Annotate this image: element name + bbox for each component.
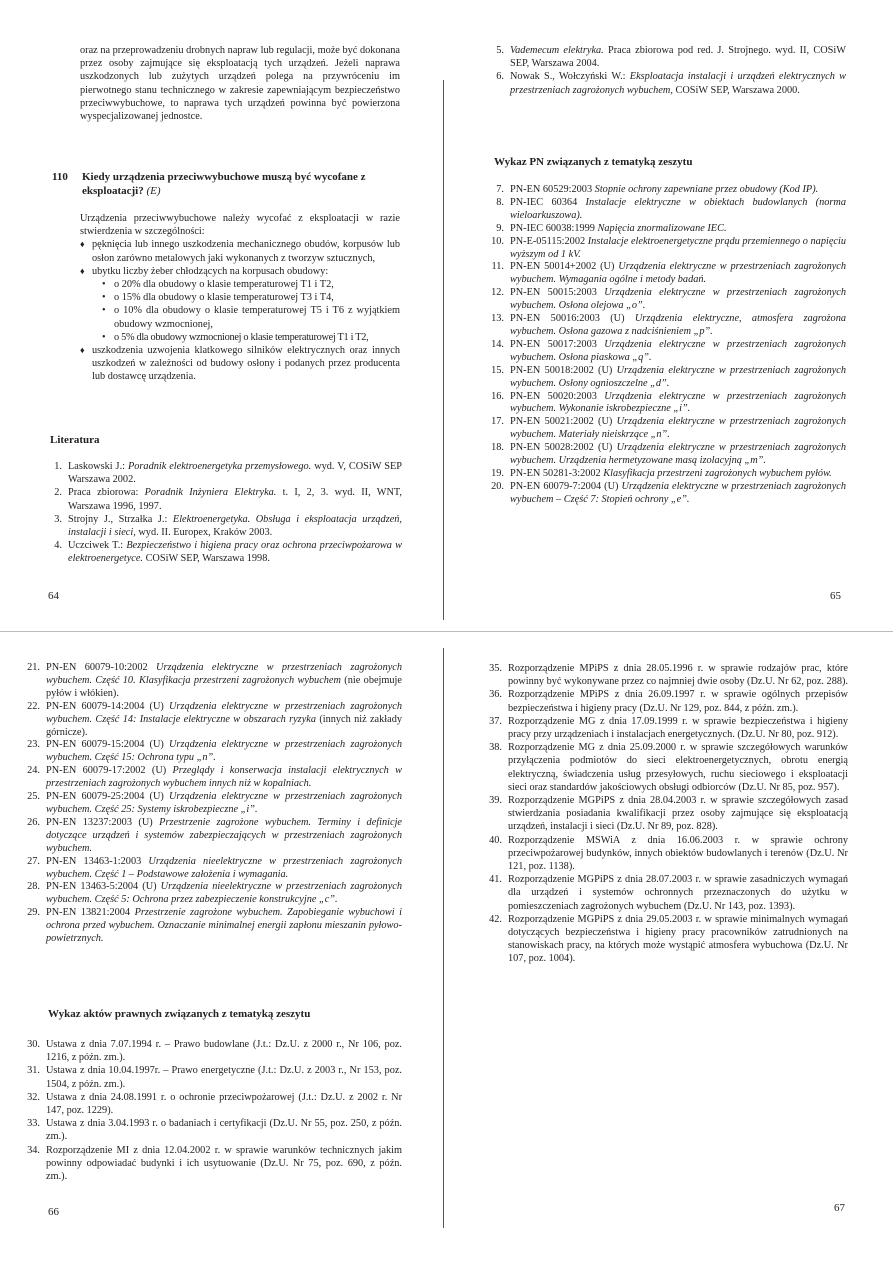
standard-title: Przestrzenie zagrożone wybuchem. Zapobieganie wybuchowi i ochrona przed wybuchem. Oznaczanie minimalnej energii zapłonu mieszanin pyłowo-powietrznych.: [46, 907, 403, 945]
ref-author: Laskowski J.:: [68, 461, 126, 472]
ref-body: [510, 223, 846, 236]
standard-item: [484, 442, 846, 468]
standard-code: PN-EN 50015:2003: [510, 287, 597, 299]
standard-title: Urządzenia elektryczne w przestrzeniach zagrożonych wybuchem. Część 25: Systemy iskrobezpieczne „i”.: [46, 791, 402, 815]
ref-number: 13.: [491, 313, 504, 325]
condition-item: ♦ uszkodzenia uzwojenia klatkowego silników elektrycznych oraz innych uszkodzeń w zależności od budowy osłony i podanych przez producenta lub dostawcę urządzenia.: [80, 344, 400, 384]
ref-body: [68, 513, 402, 539]
ref-body: [68, 539, 402, 565]
standard-code: PN-EN 50021:2002 (U): [510, 416, 613, 428]
intro-text: oraz na przeprowadzeniu drobnych napraw lub regulacji, może być dokonana przez osoby zajmujące się eksploatacją tych urządzeń. Jeżeli naprawa uszkodzonych lub zużytych urządzeń polega na przywróceniu im pierwotnego stanu technicznego w zakresie zapewniającym bezpieczeństwo przeciwwybuchowe, to naprawa tych urządzeń powinna być powierzona wyspecjalizowanej jednostce.: [80, 45, 400, 123]
ref-body: [510, 44, 846, 70]
page-64: [0, 0, 446, 631]
act-text: Rozporządzenie MGPiPS z dnia 29.05.2003 r. w sprawie minimalnych wymagań dotyczących bezpieczeństwa i higieny pracy pracowników zatrudnionych na stanowiskach pracy, na których może wystąpić atmosfera wybuchowa (Dz.U. Nr 107, poz. 1004).: [508, 913, 848, 965]
question-marker: (E): [146, 185, 161, 197]
ref-title: Bezpieczeństwo i higiena pracy oraz ochrona przeciwpożarowa w elektroenergetyce.: [68, 540, 403, 565]
standard-code: PN-EN 60079-15:2004 (U): [46, 739, 164, 751]
act-item: [20, 1144, 402, 1184]
standard-code: PN-IEC 60038:1999: [510, 222, 595, 234]
literature-item: [42, 539, 402, 565]
standard-code: PN-EN 60529:2003: [510, 184, 593, 195]
gutter-divider-bottom: [443, 648, 444, 1228]
act-text: Rozporządzenie MPiPS z dnia 26.09.1997 r. w sprawie ogólnych przepisów bezpieczeństwa i higieny pracy (Dz.U. Nr 129, poz. 844, z późn. zm.).: [508, 689, 848, 714]
ref-body: [510, 481, 846, 507]
act-text: Ustawa z dnia 3.04.1993 r. o badaniach i certyfikacji (Dz.U. Nr 55, poz. 250, z późn. zm.).: [46, 1118, 402, 1143]
ref-number: 25.: [27, 791, 40, 803]
standard-item: [484, 184, 846, 197]
ref-number: 14.: [491, 338, 504, 350]
standard-item: [484, 365, 846, 391]
ref-number: 4.: [54, 540, 62, 552]
literature-item: [42, 513, 402, 539]
standard-title: Urządzenia nieelektryczne w przestrzeniach zagrożonych wybuchem. Część 5: Ochrona przez zabezpieczenie konstrukcyjne „c”.: [46, 881, 402, 906]
standard-code: PN-EN 50017:2003: [510, 338, 597, 350]
ref-body: [510, 261, 846, 287]
acts-list-cont: [482, 662, 848, 966]
standard-item: [484, 313, 846, 339]
ref-number: 5.: [496, 45, 504, 56]
standard-item: [484, 197, 846, 223]
ref-author: Praca zbiorowa:: [68, 487, 139, 499]
page-67: [446, 632, 893, 1263]
act-item: [482, 741, 848, 794]
ref-body: [510, 391, 846, 417]
ref-number: 38.: [489, 742, 502, 754]
ref-number: 37.: [489, 715, 502, 727]
standard-title: Urządzenia elektryczne w przestrzeniach zagrożonych wybuchem – Część 7: Stopień ochrony „e”.: [510, 480, 846, 505]
standard-rest: (innych niż zakłady górnicze).: [46, 713, 402, 738]
answer-body: [80, 212, 400, 384]
standard-item: [20, 739, 402, 765]
ref-number: 32.: [27, 1091, 40, 1103]
standard-item: [484, 223, 846, 236]
rib-loss-list: [92, 278, 400, 344]
literature-list: [42, 460, 402, 566]
standard-code: PN-EN 50016:2003 (U): [510, 313, 625, 325]
conditions-list: [80, 238, 400, 383]
act-item: [20, 1117, 402, 1143]
act-text: Rozporządzenie MG z dnia 25.09.2000 r. w sprawie szczegółowych warunków przyłączenia podmiotów do sieci elektroenergetycznych, obrotu energią elektryczną, świadczenia usług przesyłowych, ruchu sieciowego i eksploatacji sieci oraz standardów jakościowych obsługi odbiorców (Dz.U. Nr 85, poz. 957).: [508, 742, 848, 793]
question-title-text: Kiedy urządzenia przeciwwybuchowe muszą być wycofane z eksploatacji?: [82, 171, 366, 197]
ref-body: [510, 416, 846, 442]
act-item: [482, 794, 848, 834]
condition-item: [80, 265, 400, 344]
act-item: [482, 715, 848, 741]
ref-number: 10.: [491, 235, 504, 247]
literature-item: [484, 70, 846, 96]
standard-title: Urządzenia elektryczne w przestrzeniach zagrożonych wybuchem. Część 10. Klasyfikacja przestrzeni zagrożonych wybuchem: [46, 662, 403, 686]
standard-item: [484, 481, 846, 507]
standards-title: Wykaz PN związanych z tematyką zeszytu: [494, 156, 693, 168]
standard-item: [20, 817, 402, 856]
intro-paragraph: [80, 44, 400, 123]
literature-list-cont: [484, 44, 846, 97]
ref-body: [510, 184, 846, 197]
question-110: [52, 170, 402, 198]
act-text: Rozporządzenie MGPiPS z dnia 28.04.2003 r. w sprawie szczegółowych zasad stwierdzania posiadania kwalifikacji przez osoby zajmujące się eksploatacją urządzeń, instalacji i sieci (Dz.U. Nr 89, poz. 828).: [508, 795, 848, 833]
standard-title: Urządzenia elektryczne w przestrzeniach zagrożonych wybuchem. Część 14: Instalacje elektryczne w obszarach ryzyka: [46, 700, 402, 725]
ref-number: 39.: [489, 795, 502, 807]
ref-number: 29.: [27, 907, 40, 919]
act-text: Ustawa z dnia 7.07.1994 r. – Prawo budowlane (J.t.: Dz.U. z 2000 r., Nr 106, poz. 1216, z późn. zm.).: [46, 1039, 402, 1064]
act-item: [20, 1038, 402, 1064]
ref-body: [510, 70, 846, 96]
literature-title: Literatura: [50, 434, 100, 446]
standard-code: PN-EN 13463-5:2004 (U): [46, 881, 157, 893]
ref-number: 3.: [54, 513, 62, 525]
act-item: [482, 688, 848, 714]
standard-item: [484, 391, 846, 417]
standard-code: PN-IEC 60364: [510, 196, 578, 208]
ref-body: [68, 460, 402, 486]
standard-code: PN-EN 60079-14:2004 (U): [46, 700, 164, 712]
ref-number: 12.: [491, 287, 504, 299]
ref-number: 22.: [27, 700, 40, 712]
standards-list: [484, 184, 846, 507]
ref-rest: Praca zbiorowa pod red. J. Strojnego. wyd. II, COSiW SEP, Warszawa 2004.: [510, 45, 846, 70]
ref-number: 17.: [491, 416, 504, 428]
standard-item: [20, 701, 402, 740]
page-number: 65: [830, 590, 841, 602]
standard-title: Instalacje elektroenergetyczne prądu przemiennego o napięciu wyższym od 1 kV.: [510, 235, 846, 260]
page-number: 64: [48, 590, 59, 602]
ref-body: [46, 765, 402, 791]
ref-body: [510, 236, 846, 262]
ref-body: [46, 856, 402, 882]
ref-rest: COSiW SEP, Warszawa 1998.: [145, 553, 270, 565]
question-title: [82, 170, 402, 198]
standard-title: Urządzenia elektryczne w przestrzeniach zagrożonych wybuchem. Osłona piaskowa „q”.: [510, 338, 847, 363]
literature-item: [484, 44, 846, 70]
standard-title: Urządzenia elektryczne w przestrzeniach zagrożonych wybuchem. Część 15: Ochrona typu „n”.: [46, 739, 402, 764]
ref-number: 16.: [491, 390, 504, 402]
ref-title: Poradnik elektroenergetyka przemysłowego.: [127, 461, 312, 472]
ref-number: 40.: [489, 834, 502, 846]
ref-title: Elektroenergetyka. Obsługa i eksploatacja urządzeń, instalacji i sieci,: [68, 513, 402, 539]
condition-item-text: ubytku liczby żeber chłodzących na korpusach obudowy:: [92, 265, 329, 277]
standard-code: PN-E-05115:2002: [510, 235, 586, 247]
standard-item: [20, 662, 402, 701]
standard-title: Urządzenia elektryczne w przestrzeniach zagrożonych wybuchem. Osłony ognioszczelne „d”.: [510, 364, 847, 389]
ref-body: [510, 313, 846, 339]
ref-body: [510, 287, 846, 313]
act-text: Rozporządzenie MI z dnia 12.04.2002 r. w sprawie warunków technicznych jakim powinny odpowiadać budynki i ich usytuowanie (Dz.U. Nr 75, poz. 690, z późn. zm.).: [46, 1144, 402, 1183]
ref-body: [46, 791, 402, 817]
standards-list-cont: [20, 662, 402, 946]
standard-item: [20, 907, 402, 946]
standard-code: PN-EN 50018:2002 (U): [510, 364, 613, 376]
standard-code: PN-EN 50020:2003: [510, 390, 597, 402]
standard-title: Urządzenia elektryczne w przestrzeniach zagrożonych wybuchem. Wymagania ogólne i metody badań.: [510, 261, 847, 286]
ref-body: [510, 197, 846, 223]
ref-body: [510, 339, 846, 365]
ref-number: 18.: [491, 442, 504, 454]
page-66: [0, 632, 446, 1263]
gutter-divider-top: [443, 80, 444, 620]
ref-number: 26.: [27, 816, 40, 828]
ref-body: [46, 817, 402, 856]
ref-body: [46, 881, 402, 907]
standard-title: Przestrzenie zagrożone wybuchem. Terminy i definicje dotyczące urządzeń i systemów zabezpieczających w przestrzeniach zagrożonych wybuchem.: [46, 816, 402, 854]
ref-number: 41.: [489, 874, 502, 886]
ref-title: Eksploatacja instalacji i urządzeń elektrycznych w przestrzeniach zagrożonych wybuchem,: [510, 71, 847, 96]
act-item: [482, 662, 848, 688]
act-item: [482, 913, 848, 966]
ref-title: Poradnik Inżyniera Elektryka.: [144, 487, 277, 499]
standard-title: Klasyfikacja przestrzeni zagrożonych wybuchem pyłów.: [603, 467, 832, 479]
act-text: Rozporządzenie MG z dnia 17.09.1999 r. w sprawie bezpieczeństwa i higieny pracy przy urządzeniach i instalacjach energetycznych. (Dz.U. Nr 80, poz. 912).: [508, 715, 848, 741]
literature-item: [42, 486, 402, 512]
ref-number: 2.: [54, 487, 62, 499]
standard-item: [484, 416, 846, 442]
standard-item: [484, 339, 846, 365]
ref-number: 11.: [491, 261, 504, 273]
standard-item: [484, 287, 846, 313]
standard-item: [484, 468, 846, 481]
question-heading: [52, 170, 402, 198]
ref-body: [46, 907, 402, 946]
ref-number: 42.: [489, 913, 502, 925]
standard-title: Urządzenia elektryczne w przestrzeniach zagrożonych wybuchem. Materiały nieiskrzące „n”.: [510, 416, 847, 441]
ref-rest: wyd. II. Europex, Kraków 2003.: [138, 527, 273, 539]
ref-number: 19.: [491, 467, 504, 479]
page-number: 67: [834, 1202, 845, 1214]
ref-rest: t. I, 2, 3. wyd. II, WNT, Warszawa 1996, 1997.: [68, 487, 402, 512]
act-text: Ustawa z dnia 10.04.1997r. – Prawo energetyczne (J.t.: Dz.U. z 2003 r., Nr 153, poz. 1504, z późn. zm.).: [46, 1065, 402, 1090]
standard-title: Stopnie ochrony zapewniane przez obudowy (Kod IP).: [594, 184, 819, 195]
page-65: [446, 0, 893, 631]
ref-rest: COSiW SEP, Warszawa 2000.: [675, 84, 800, 96]
act-item: [20, 1064, 402, 1090]
rib-loss-item: • o 10% dla obudowy o klasie temperaturowej T5 i T6 z wyjątkiem obudowy wzmocnionej,: [92, 304, 400, 330]
ref-title: Vademecum elektryka.: [510, 45, 604, 56]
standard-title: Urządzenia elektryczne w przestrzeniach zagrożonych wybuchem. Osłona olejowa „o”.: [510, 287, 847, 312]
standard-code: PN-EN 50028:2002 (U): [510, 442, 613, 454]
ref-body: [68, 486, 402, 512]
ref-number: 20.: [491, 480, 504, 492]
standard-title: Przeglądy i konserwacja instalacji elektrycznych w przestrzeniach zagrożonych wybuchem innych niż w kopalniach.: [46, 765, 403, 790]
ref-author: Strojny J., Strzałka J.:: [68, 513, 168, 525]
ref-number: 33.: [27, 1118, 40, 1130]
ref-number: 23.: [27, 739, 40, 751]
ref-author: Nowak S., Wołczyński W.:: [510, 71, 626, 83]
ref-body: [510, 365, 846, 391]
answer-lead: Urządzenia przeciwwybuchowe należy wycofać z eksploatacji w razie stwierdzenia w szczególności:: [80, 213, 400, 238]
standard-code: PN-EN 13237:2003 (U): [46, 816, 153, 828]
standard-item: [484, 236, 846, 262]
rib-loss-item: • o 15% dla obudowy o klasie temperaturowej T3 i T4,: [92, 291, 400, 304]
ref-number: 35.: [489, 663, 502, 674]
ref-number: 30.: [27, 1039, 40, 1050]
acts-title: Wykaz aktów prawnych związanych z tematyką zeszytu: [48, 1008, 311, 1020]
standard-code: PN-EN 60079-25:2004 (U): [46, 791, 164, 803]
ref-number: 24.: [27, 765, 40, 777]
standard-rest: (nie obejmuje pyłów i włókien).: [46, 674, 402, 699]
standard-code: PN-EN 60079-17:2002 (U): [46, 765, 167, 777]
standard-code: PN-EN 50014+2002 (U): [510, 261, 615, 273]
standard-item: [20, 765, 402, 791]
acts-section: [48, 1008, 408, 1020]
ref-body: [46, 701, 402, 740]
standard-item: [484, 261, 846, 287]
standard-code: PN-EN 13821:2004: [46, 907, 131, 919]
standard-title: Instalacje elektryczne w obiektach budowlanych (norma wieloarkuszowa).: [510, 196, 846, 221]
standard-code: PN-EN 13463-1:2003: [46, 855, 142, 867]
ref-number: 9.: [496, 222, 504, 234]
act-text: Rozporządzenie MSWiA z dnia 16.06.2003 r. w sprawie ochrony przeciwpożarowej budynków, innych obiektów budowlanych i terenów (Dz.U. Nr 121, poz. 1138).: [508, 834, 848, 873]
ref-number: 31.: [27, 1065, 40, 1077]
ref-number: 27.: [27, 855, 40, 867]
act-item: [20, 1091, 402, 1117]
standards-section: [494, 156, 854, 168]
standard-title: Urządzenia elektryczne w przestrzeniach zagrożonych wybuchem. Wykonanie iskrobezpieczne „i”.: [510, 390, 847, 415]
literature-item: [42, 460, 402, 486]
standard-code: PN-EN 50281-3:2002: [510, 467, 601, 479]
page-number: 66: [48, 1206, 59, 1218]
ref-number: 15.: [491, 364, 504, 376]
ref-number: 21.: [27, 662, 40, 673]
literature-section: [50, 434, 410, 446]
rib-loss-item: • o 5% dla obudowy wzmocnionej o klasie temperaturowej T1 i T2,: [92, 331, 400, 344]
standard-item: [20, 856, 402, 882]
standard-code: PN-EN 60079-7:2004 (U): [510, 480, 619, 492]
standard-item: [20, 791, 402, 817]
acts-list: [20, 1038, 402, 1183]
ref-number: 8.: [496, 196, 504, 208]
ref-body: [46, 739, 402, 765]
ref-rest: wyd. V, COSiW SEP Warszawa 2002.: [68, 461, 402, 486]
ref-body: [46, 662, 402, 701]
act-item: [482, 873, 848, 913]
standard-title: Napięcia znormalizowane IEC.: [597, 222, 727, 234]
standard-title: Urządzenia nieelektryczne w przestrzeniach zagrożonych wybuchem. Część 1 – Podstawowe założenia i wymagania.: [46, 855, 402, 880]
ref-author: Uczciwek T.:: [68, 540, 124, 552]
ref-number: 28.: [27, 881, 40, 893]
condition-item: ♦ pęknięcia lub innego uszkodzenia mechanicznego obudów, korpusów lub osłon zarówno metalowych jaki wykonanych z tworzyw sztucznych,: [80, 238, 400, 264]
ref-body: [510, 468, 846, 481]
standard-title: Urządzenia elektryczne w przestrzeniach zagrożonych wybuchem. Urządzenia hermetyzowane masą izolacyjną „m”.: [510, 442, 847, 467]
ref-body: [510, 442, 846, 468]
ref-number: 34.: [27, 1144, 40, 1156]
question-number: 110: [52, 171, 68, 183]
standard-item: [20, 881, 402, 907]
ref-number: 1.: [54, 461, 62, 472]
spread-divider: [0, 631, 893, 632]
ref-number: 7.: [496, 184, 504, 195]
act-text: Rozporządzenie MPiPS z dnia 28.05.1996 r. w sprawie rodzajów prac, które powinny być wykonywane przez co najmniej dwie osoby (Dz.U. Nr 62, poz. 288).: [508, 663, 848, 688]
ref-number: 36.: [489, 689, 502, 701]
act-text: Ustawa z dnia 24.08.1991 r. o ochronie przeciwpożarowej (J.t.: Dz.U. z 2002 r. Nr 147, poz. 1229).: [46, 1091, 402, 1117]
act-item: [482, 834, 848, 874]
standard-title: Urządzenia elektryczne, atmosfera zagrożona wybuchem. Osłona gazowa z nadciśnieniem „p”.: [510, 313, 846, 337]
standard-code: PN-EN 60079-10:2002: [46, 662, 148, 673]
rib-loss-item: • o 20% dla obudowy o klasie temperaturowej T1 i T2,: [92, 278, 400, 291]
act-text: Rozporządzenie MGPiPS z dnia 28.07.2003 r. w sprawie zasadniczych wymagań dla urządzeń i systemów ochronnych przeznaczonych do użytku w pomieszczeniach zagrożonych wybuchem (Dz.U. Nr 143, poz. 1393).: [508, 874, 848, 912]
ref-number: 6.: [496, 71, 504, 83]
